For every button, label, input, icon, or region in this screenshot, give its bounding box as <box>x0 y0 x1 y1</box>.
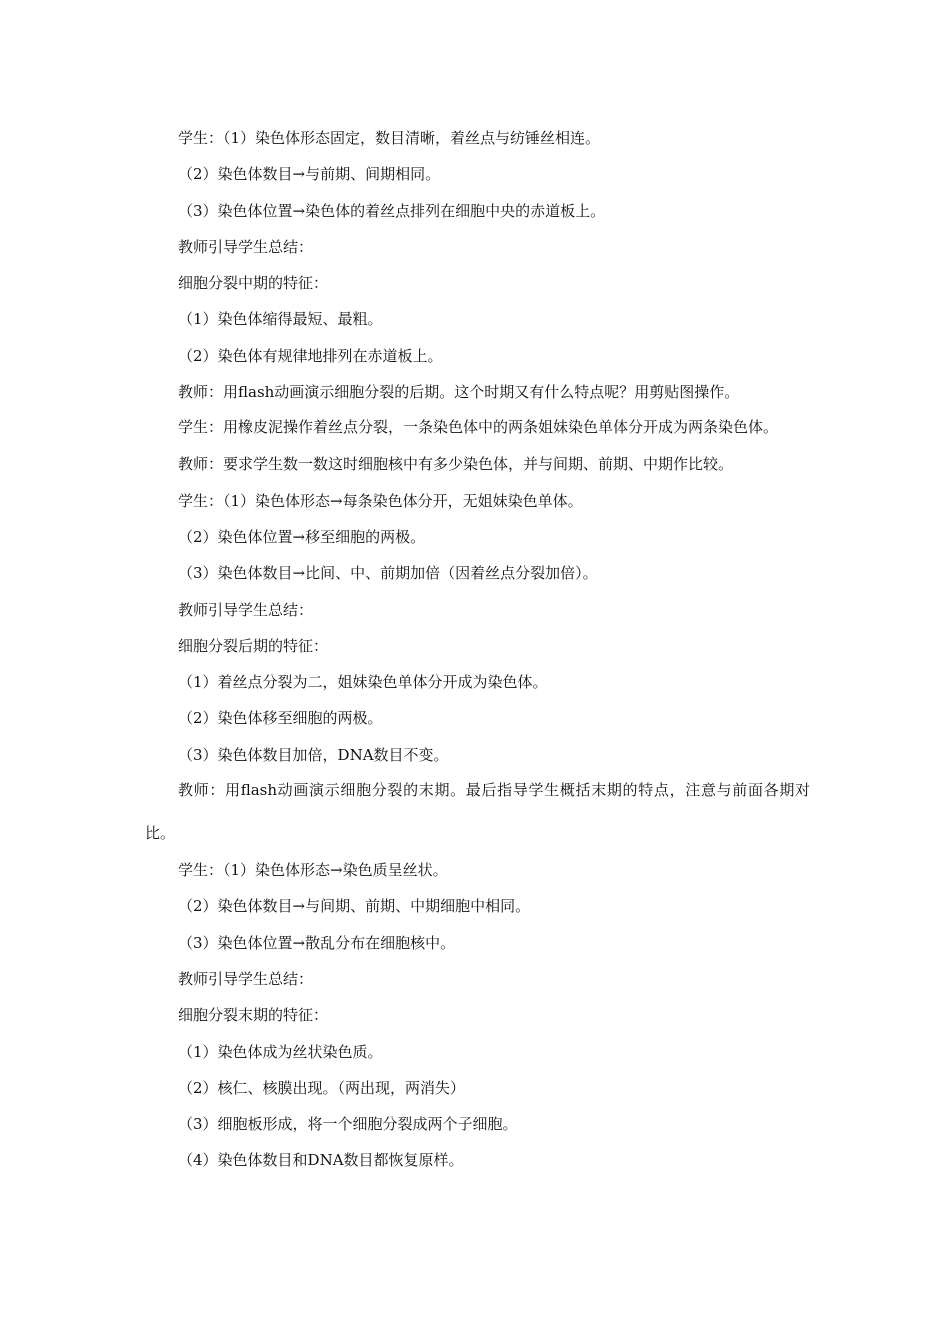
paragraph: （3）染色体数目→比间、中、前期加倍（因着丝点分裂加倍）。 <box>178 564 598 583</box>
paragraph: （2）核仁、核膜出现。（两出现，两消失） <box>178 1078 466 1097</box>
paragraph: 教师：要求学生数一数这时细胞核中有多少染色体，并与间期、前期、中期作比较。 <box>178 455 734 474</box>
paragraph: 教师：用flash动画演示细胞分裂的后期。这个时期又有什么特点呢？用剪贴图操作。 <box>178 383 740 402</box>
paragraph: （4）染色体数目和DNA数目都恢复原样。 <box>178 1151 464 1170</box>
paragraph: （3）细胞板形成，将一个细胞分裂成两个子细胞。 <box>178 1115 518 1134</box>
paragraph: （2）染色体数目→与前期、间期相同。 <box>178 165 441 184</box>
paragraph: 学生：（1）染色体形态→染色质呈丝状。 <box>178 861 448 880</box>
paragraph: 教师引导学生总结： <box>178 237 314 256</box>
paragraph: （1）着丝点分裂为二，姐妹染色单体分开成为染色体。 <box>178 673 548 692</box>
paragraph: （1）染色体成为丝状染色质。 <box>178 1042 383 1061</box>
paragraph: 学生：（1）染色体形态固定，数目清晰，着丝点与纺锤丝相连。 <box>178 129 601 147</box>
paragraph: （2）染色体数目→与间期、前期、中期细胞中相同。 <box>178 897 531 916</box>
paragraph: 教师引导学生总结： <box>178 600 314 619</box>
paragraph: （2）染色体移至细胞的两极。 <box>178 709 383 728</box>
paragraph: （3）染色体位置→染色体的着丝点排列在细胞中央的赤道板上。 <box>178 201 606 220</box>
paragraph: 学生：（1）染色体形态→每条染色体分开，无姐妹染色单体。 <box>178 491 583 510</box>
document-body <box>145 120 810 1179</box>
paragraph: （3）染色体数目加倍，DNA数目不变。 <box>178 745 449 764</box>
paragraph: 学生：用橡皮泥操作着丝点分裂，一条染色体中的两条姐妹染色单体分开成为两条染色体。 <box>178 418 779 437</box>
paragraph: 细胞分裂末期的特征： <box>178 1006 329 1025</box>
paragraph: （1）染色体缩得最短、最粗。 <box>178 310 383 329</box>
paragraph: 细胞分裂后期的特征： <box>178 636 329 655</box>
paragraph: 教师：用flash动画演示细胞分裂的末期。最后指导学生概括末期的特点，注意与前面各期对比。 <box>145 781 810 843</box>
paragraph: 教师引导学生总结： <box>178 969 314 988</box>
paragraph: （2）染色体有规律地排列在赤道板上。 <box>178 346 443 365</box>
paragraph: （3）染色体位置→散乱分布在细胞核中。 <box>178 933 456 952</box>
paragraph: （2）染色体位置→移至细胞的两极。 <box>178 527 426 546</box>
paragraph: 细胞分裂中期的特征： <box>178 274 329 293</box>
